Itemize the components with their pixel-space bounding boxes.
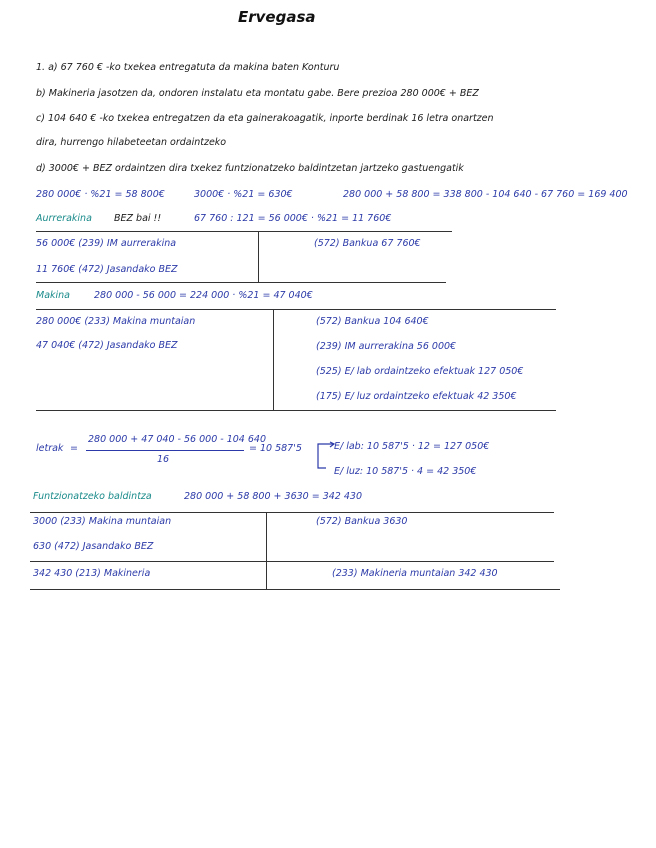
makina-calc: 280 000 - 56 000 = 224 000 · %21 = 47 040€: [94, 290, 313, 301]
aurrerakina-t-bottom: [36, 282, 446, 283]
question-1c-cont: dira, hurrengo hilabeteetan ordaintzeko: [36, 137, 227, 148]
makina-debit-1: 280 000€ (233) Makina muntaian: [36, 316, 196, 327]
calc-bez-3000: 3000€ · %21 = 630€: [194, 189, 293, 200]
funtz-t-horizontal: [30, 512, 554, 513]
makina-credit-1: (572) Bankua 104 640€: [316, 316, 429, 327]
makina-label: Makina: [36, 290, 71, 301]
aurrerakina-label: Aurrerakina: [36, 213, 92, 224]
funtz-debit-2: 630 (472) Jasandako BEZ: [33, 541, 154, 552]
funtz-credit-1: (572) Bankua 3630: [316, 516, 408, 527]
question-1b: b) Makineria jasotzen da, ondoren instalatu eta montatu gabe. Bere prezioa 280 000€ + BEZ: [36, 88, 479, 99]
makina-debit-2: 47 040€ (472) Jasandako BEZ: [36, 340, 178, 351]
makina-credit-3: (525) E/ lab ordaintzeko efektuak 127 050€: [316, 366, 524, 377]
aurrerakina-note: BEZ bai !!: [114, 213, 162, 224]
makina-credit-2: (239) IM aurrerakina 56 000€: [316, 341, 457, 352]
letrak-fraction-bar: [86, 450, 244, 451]
letrak-equals: =: [70, 443, 78, 454]
funtz-credit-2: (233) Makineria muntaian 342 430: [332, 568, 498, 579]
aurrerakina-debit-2: 11 760€ (472) Jasandako BEZ: [36, 264, 178, 275]
makina-t-horizontal: [36, 309, 556, 310]
question-1d: d) 3000€ + BEZ ordaintzen dira txekez funtzionatzeko baldintzetan jartzeko gastuengatik: [36, 163, 464, 174]
aurrerakina-credit-1: (572) Bankua 67 760€: [314, 238, 421, 249]
question-1a: 1. a) 67 760 € -ko txekea entregatuta da makina baten Konturu: [36, 62, 340, 73]
aurrerakina-t-vertical: [258, 231, 259, 283]
page-title: Ervegasa: [238, 8, 316, 26]
letrak-result: = 10 587'5: [249, 443, 302, 454]
calc-bez-280000: 280 000€ · %21 = 58 800€: [36, 189, 165, 200]
funtz-t-divider: [30, 561, 554, 562]
letrak-lab: E/ lab: 10 587'5 · 12 = 127 050€: [334, 441, 490, 452]
letrak-luz: E/ luz: 10 587'5 · 4 = 42 350€: [334, 466, 477, 477]
makina-t-vertical: [273, 309, 274, 411]
funtz-debit-1: 3000 (233) Makina muntaian: [33, 516, 172, 527]
letrak-denominator: 16: [157, 454, 170, 465]
aurrerakina-calc: 67 760 : 121 = 56 000€ · %21 = 11 760€: [194, 213, 392, 224]
funtz-t-bottom: [30, 589, 560, 590]
calc-total: 280 000 + 58 800 = 338 800 - 104 640 - 67 760 = 169 400: [343, 189, 628, 200]
aurrerakina-t-horizontal: [36, 231, 452, 232]
question-1c: c) 104 640 € -ko txekea entregatzen da eta gainerakoagatik, inporte berdinak 16 letra onartzen: [36, 113, 494, 124]
aurrerakina-debit-1: 56 000€ (239) IM aurrerakina: [36, 238, 177, 249]
funtz-debit-3: 342 430 (213) Makineria: [33, 568, 151, 579]
makina-t-bottom: [36, 410, 556, 411]
makina-credit-4: (175) E/ luz ordaintzeko efektuak 42 350€: [316, 391, 517, 402]
letrak-label: letrak: [36, 443, 64, 454]
funtz-calc: 280 000 + 58 800 + 3630 = 342 430: [184, 491, 362, 502]
funtz-label: Funtzionatzeko baldintza: [33, 491, 152, 502]
funtz-t-vertical: [266, 512, 267, 590]
letrak-numerator: 280 000 + 47 040 - 56 000 - 104 640: [88, 434, 266, 445]
